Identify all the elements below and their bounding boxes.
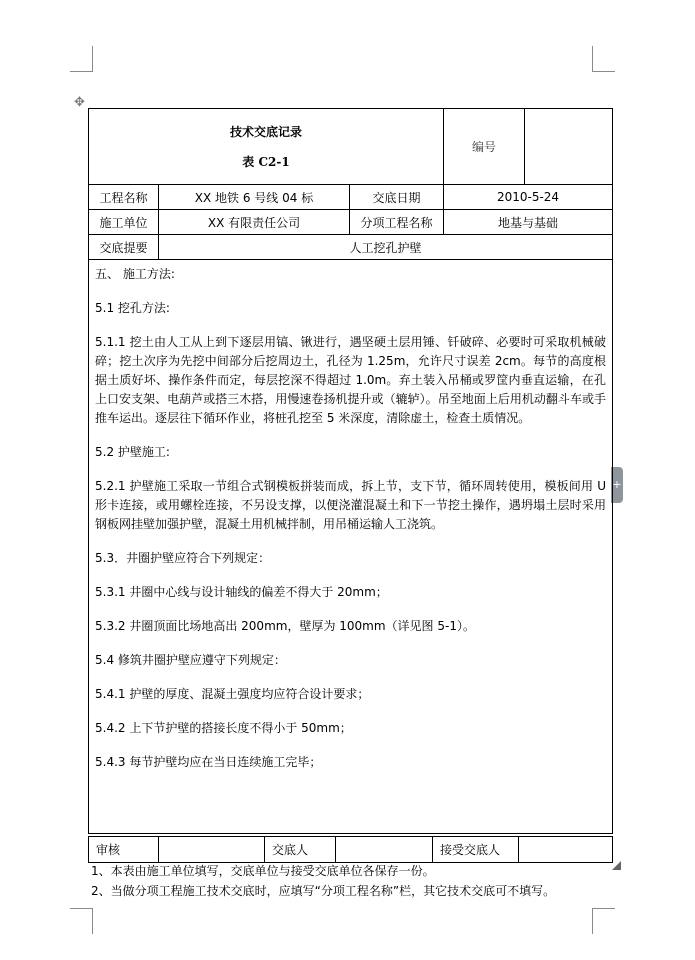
number-field[interactable] (525, 109, 613, 185)
form-title-line1: 技术交底记录 (230, 124, 303, 139)
signature-table (88, 836, 613, 863)
plus-icon[interactable]: + (611, 467, 623, 503)
subproject-field[interactable]: 地基与基础 (444, 210, 613, 235)
form-title (89, 109, 444, 185)
project-name-field[interactable]: XX 地铁 6 号线 04 标 (159, 185, 350, 210)
paragraph: 5.3.2 井圈顶面比场地高出 200mm，壁厚为 100mm（详见图 5-1）。 (95, 619, 475, 633)
footnotes (91, 861, 611, 901)
crop-mark-bottom-left-h (70, 908, 93, 909)
review-field[interactable] (159, 837, 265, 863)
number-label: 编号 (444, 109, 525, 185)
subsection-heading: 5.1 挖孔方法: (95, 301, 170, 315)
subsection-heading: 5.2 护壁施工: (95, 445, 170, 459)
review-label: 审核 (89, 837, 159, 863)
subsection-heading: 5.3．井圈护壁应符合下列规定： (95, 551, 271, 565)
paragraph: 5.4.3 每节护壁均应在当日连续施工完毕； (95, 755, 322, 769)
paragraph: 5.3.1 井圈中心线与设计轴线的偏差不得大于 20mm； (95, 585, 388, 599)
crop-mark-top-left-h (70, 71, 93, 72)
subproject-label: 分项工程名称 (350, 210, 444, 235)
move-icon[interactable]: ✥ (74, 95, 85, 110)
note-2: 2、当做分项工程施工技术交底时，应填写“分项工程名称”栏，其它技术交底可不填写。 (91, 884, 556, 898)
content-body[interactable] (89, 260, 613, 834)
paragraph: 5.1.1 挖土由人工从上到下逐层用镐、锹进行，遇坚硬土层用锤、钎破碎、必要时可采取机械破碎；挖土次序为先挖中间部分后挖周边土，孔径为 1.25m，允许尺寸误差 2cm。每节的高度根据土质好坏、操作条件而定，每层挖深不得超过 1.0m。弃土装入吊桶或罗筐内垂直运输，在孔上口安支架、电葫芦或搭三木搭，用慢速卷扬机提升或（辘轳）。吊至地面上后用机动翻斗车或手推车运出。逐层往下循环作业，将桩孔挖至 5 米深度，清除虚土，检查土质情况。 (95, 335, 607, 425)
summary-label: 交底提要 (89, 235, 159, 260)
section-heading: 五、 施工方法: (95, 267, 175, 281)
paragraph: 5.4.2 上下节护壁的搭接长度不得小于 50mm； (95, 721, 352, 735)
project-name-label: 工程名称 (89, 185, 159, 210)
paragraph: 5.2.1 护壁施工采取一节组合式钢模板拼装而成，拆上节，支下节，循环周转使用，模板间用 U 形卡连接，或用螺栓连接，不另设支撑，以便浇灌混凝土和下一节挖土操作，遇坍塌土层时采用钢板网挂壁加强护壁，混凝土用机械拌制，用吊桶运输人工浇筑。 (95, 479, 607, 531)
discloser-field[interactable] (336, 837, 433, 863)
resize-corner-icon[interactable] (612, 861, 621, 870)
crop-mark-bottom-right-v (592, 908, 593, 934)
subsection-heading: 5.4 修筑井圈护壁应遵守下列规定： (95, 653, 286, 667)
receiver-field[interactable] (519, 837, 613, 863)
note-1: 1、本表由施工单位填写，交底单位与接受交底单位各保存一份。 (91, 864, 435, 878)
summary-field[interactable]: 人工挖孔护壁 (159, 235, 613, 260)
disclosure-table (88, 108, 613, 834)
crop-mark-top-right-h (592, 71, 615, 72)
crop-mark-bottom-left-v (92, 908, 93, 934)
receiver-label: 接受交底人 (433, 837, 519, 863)
discloser-label: 交底人 (265, 837, 336, 863)
form-title-line2: 表 C2-1 (242, 154, 290, 169)
contractor-label: 施工单位 (89, 210, 159, 235)
crop-mark-top-right-v (592, 46, 593, 72)
crop-mark-top-left-v (92, 46, 93, 72)
date-label: 交底日期 (350, 185, 444, 210)
date-field[interactable]: 2010-5-24 (444, 185, 613, 210)
crop-mark-bottom-right-h (592, 908, 615, 909)
contractor-field[interactable]: XX 有限责任公司 (159, 210, 350, 235)
paragraph: 5.4.1 护壁的厚度、混凝土强度均应符合设计要求； (95, 687, 370, 701)
